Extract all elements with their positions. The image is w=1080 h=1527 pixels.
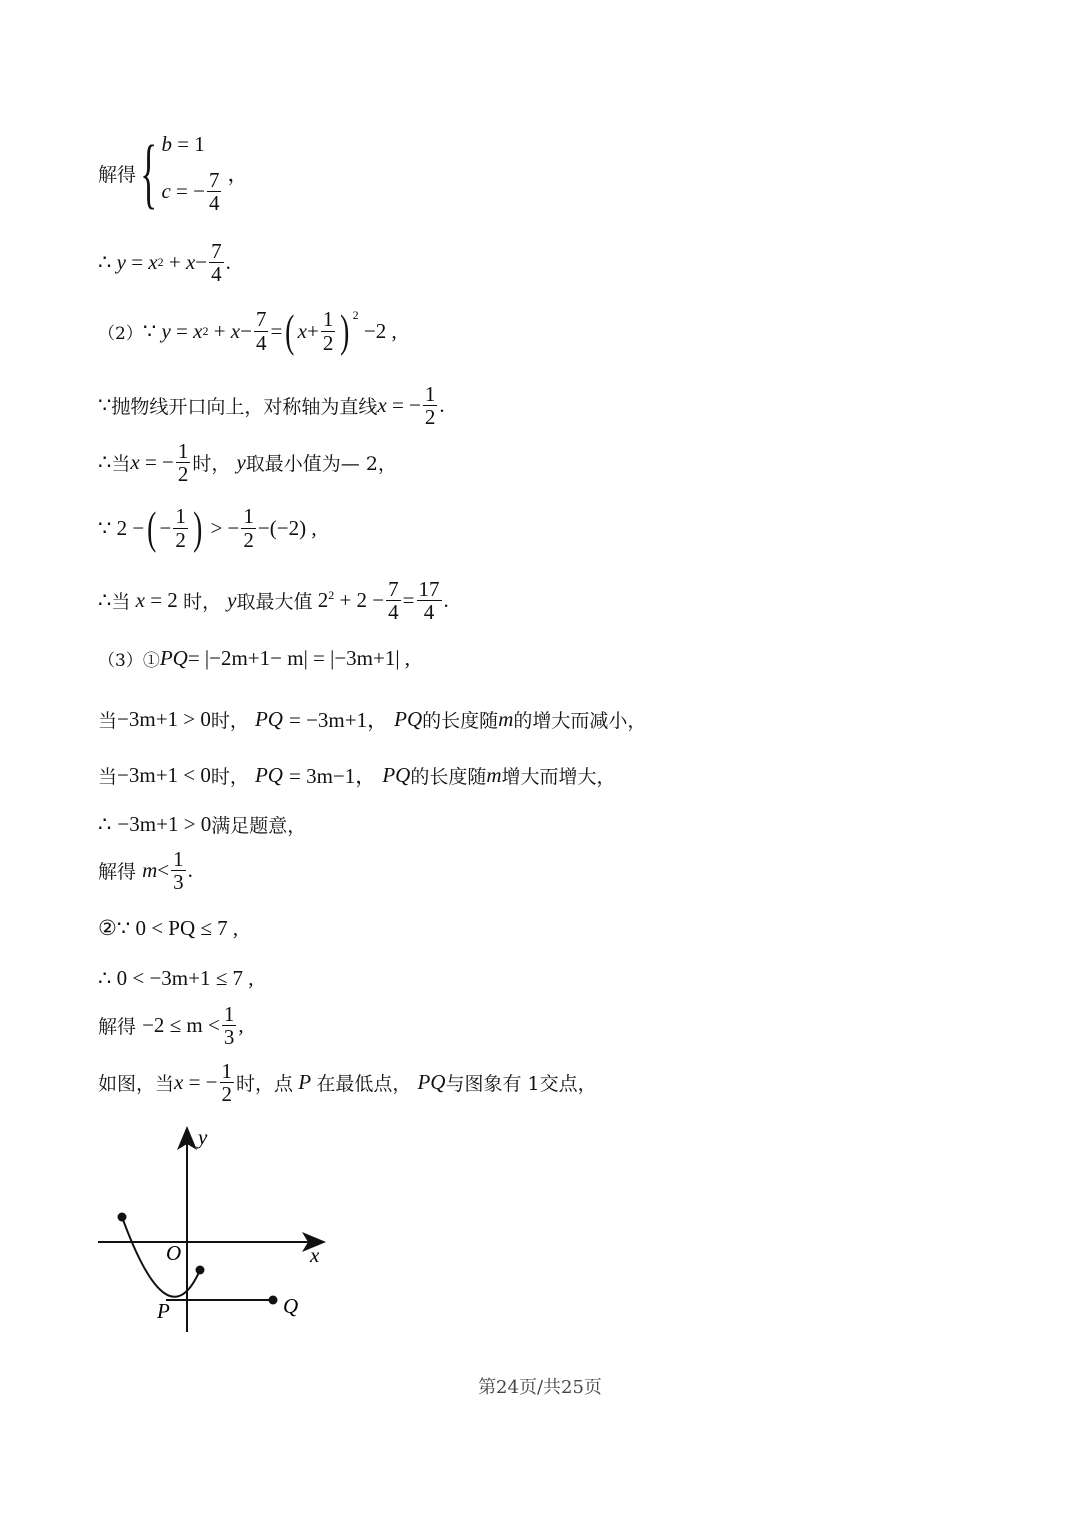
condition-satisfied: ∴ −3m+1 > 0 满足题意， (98, 812, 307, 837)
q-label: Q (283, 1294, 299, 1318)
axis-of-symmetry: ∵ 抛物线开口向上，对称轴为直线 x = − $\frac{1}{2}$ . (98, 382, 445, 430)
pq-range: ②∵ 0 < PQ ≤ 7 , (98, 916, 239, 940)
solve-m: 解得 m< $\frac{1}{3}$ . (98, 847, 193, 895)
left-endpoint (118, 1213, 127, 1222)
m-range: 解得 −2 ≤ m < $\frac{1}{3}$ , (98, 1002, 244, 1050)
right-endpoint (196, 1266, 205, 1275)
b-row: b = 1 (161, 132, 205, 156)
equation-y: ∴ y = x 2 + x − $\frac{7}{4}$ . (98, 239, 231, 287)
origin-label: O (166, 1241, 182, 1265)
m-inequality: ∴ 0 < −3m+1 ≤ 7 , (98, 966, 254, 990)
distance-comparison: ∵ 2 − ( − $\frac{1}{2}$ ) > − $\frac{1}{2}$ −(−2) , (98, 502, 317, 553)
maximum-value: ∴ 当 x = 2 时， y 取最大值 $2^2 + 2$ − $\frac{7}{4}$ = $\frac{17}{4}$ . (98, 577, 449, 625)
point-q (269, 1296, 278, 1305)
y-label: y (198, 1125, 208, 1149)
part3-pq-expression: （3）① PQ = |−2m+1− m| = |−3m+1| , (98, 646, 411, 671)
minimum-value: ∴ 当 x = − $\frac{1}{2}$ 时， y 取最小值为— 2， (98, 439, 397, 487)
system-rows (161, 132, 223, 214)
parabola-curve (122, 1217, 200, 1297)
left-brace: { (140, 129, 158, 216)
parabola-figure (90, 1120, 350, 1340)
fraction: $\frac{7}{4}$ (208, 167, 220, 215)
x-label: x (310, 1243, 320, 1267)
c-row: c = − $\frac{7}{4}$ (161, 167, 220, 215)
solve-label: 解得 (98, 163, 137, 186)
case-positive: 当 −3m+1 > 0 时， PQ = −3m+1， PQ 的长度随 m 的增大而减小， (98, 706, 647, 732)
case-negative: 当 −3m+1 < 0 时， PQ = 3m−1， PQ 的长度随 m 增大而增大， (98, 762, 616, 788)
figure-description: 如图，当 x = − $\frac{1}{2}$ 时，点 P 在最低点， PQ 与图象有 1交点， (98, 1059, 597, 1107)
page-footer: 第24页/共25页 (478, 1377, 602, 1398)
p-label: P (157, 1299, 170, 1323)
solution-system: 解得 { b = 1 c = − $\frac{7}{4}$ ， (98, 129, 249, 216)
part2-vertex-form: （2） ∵ y = x 2 + x − $\frac{7}{4}$ = ( x + $\frac{1}{2}$ ) $^2$ −2 , (98, 305, 397, 356)
